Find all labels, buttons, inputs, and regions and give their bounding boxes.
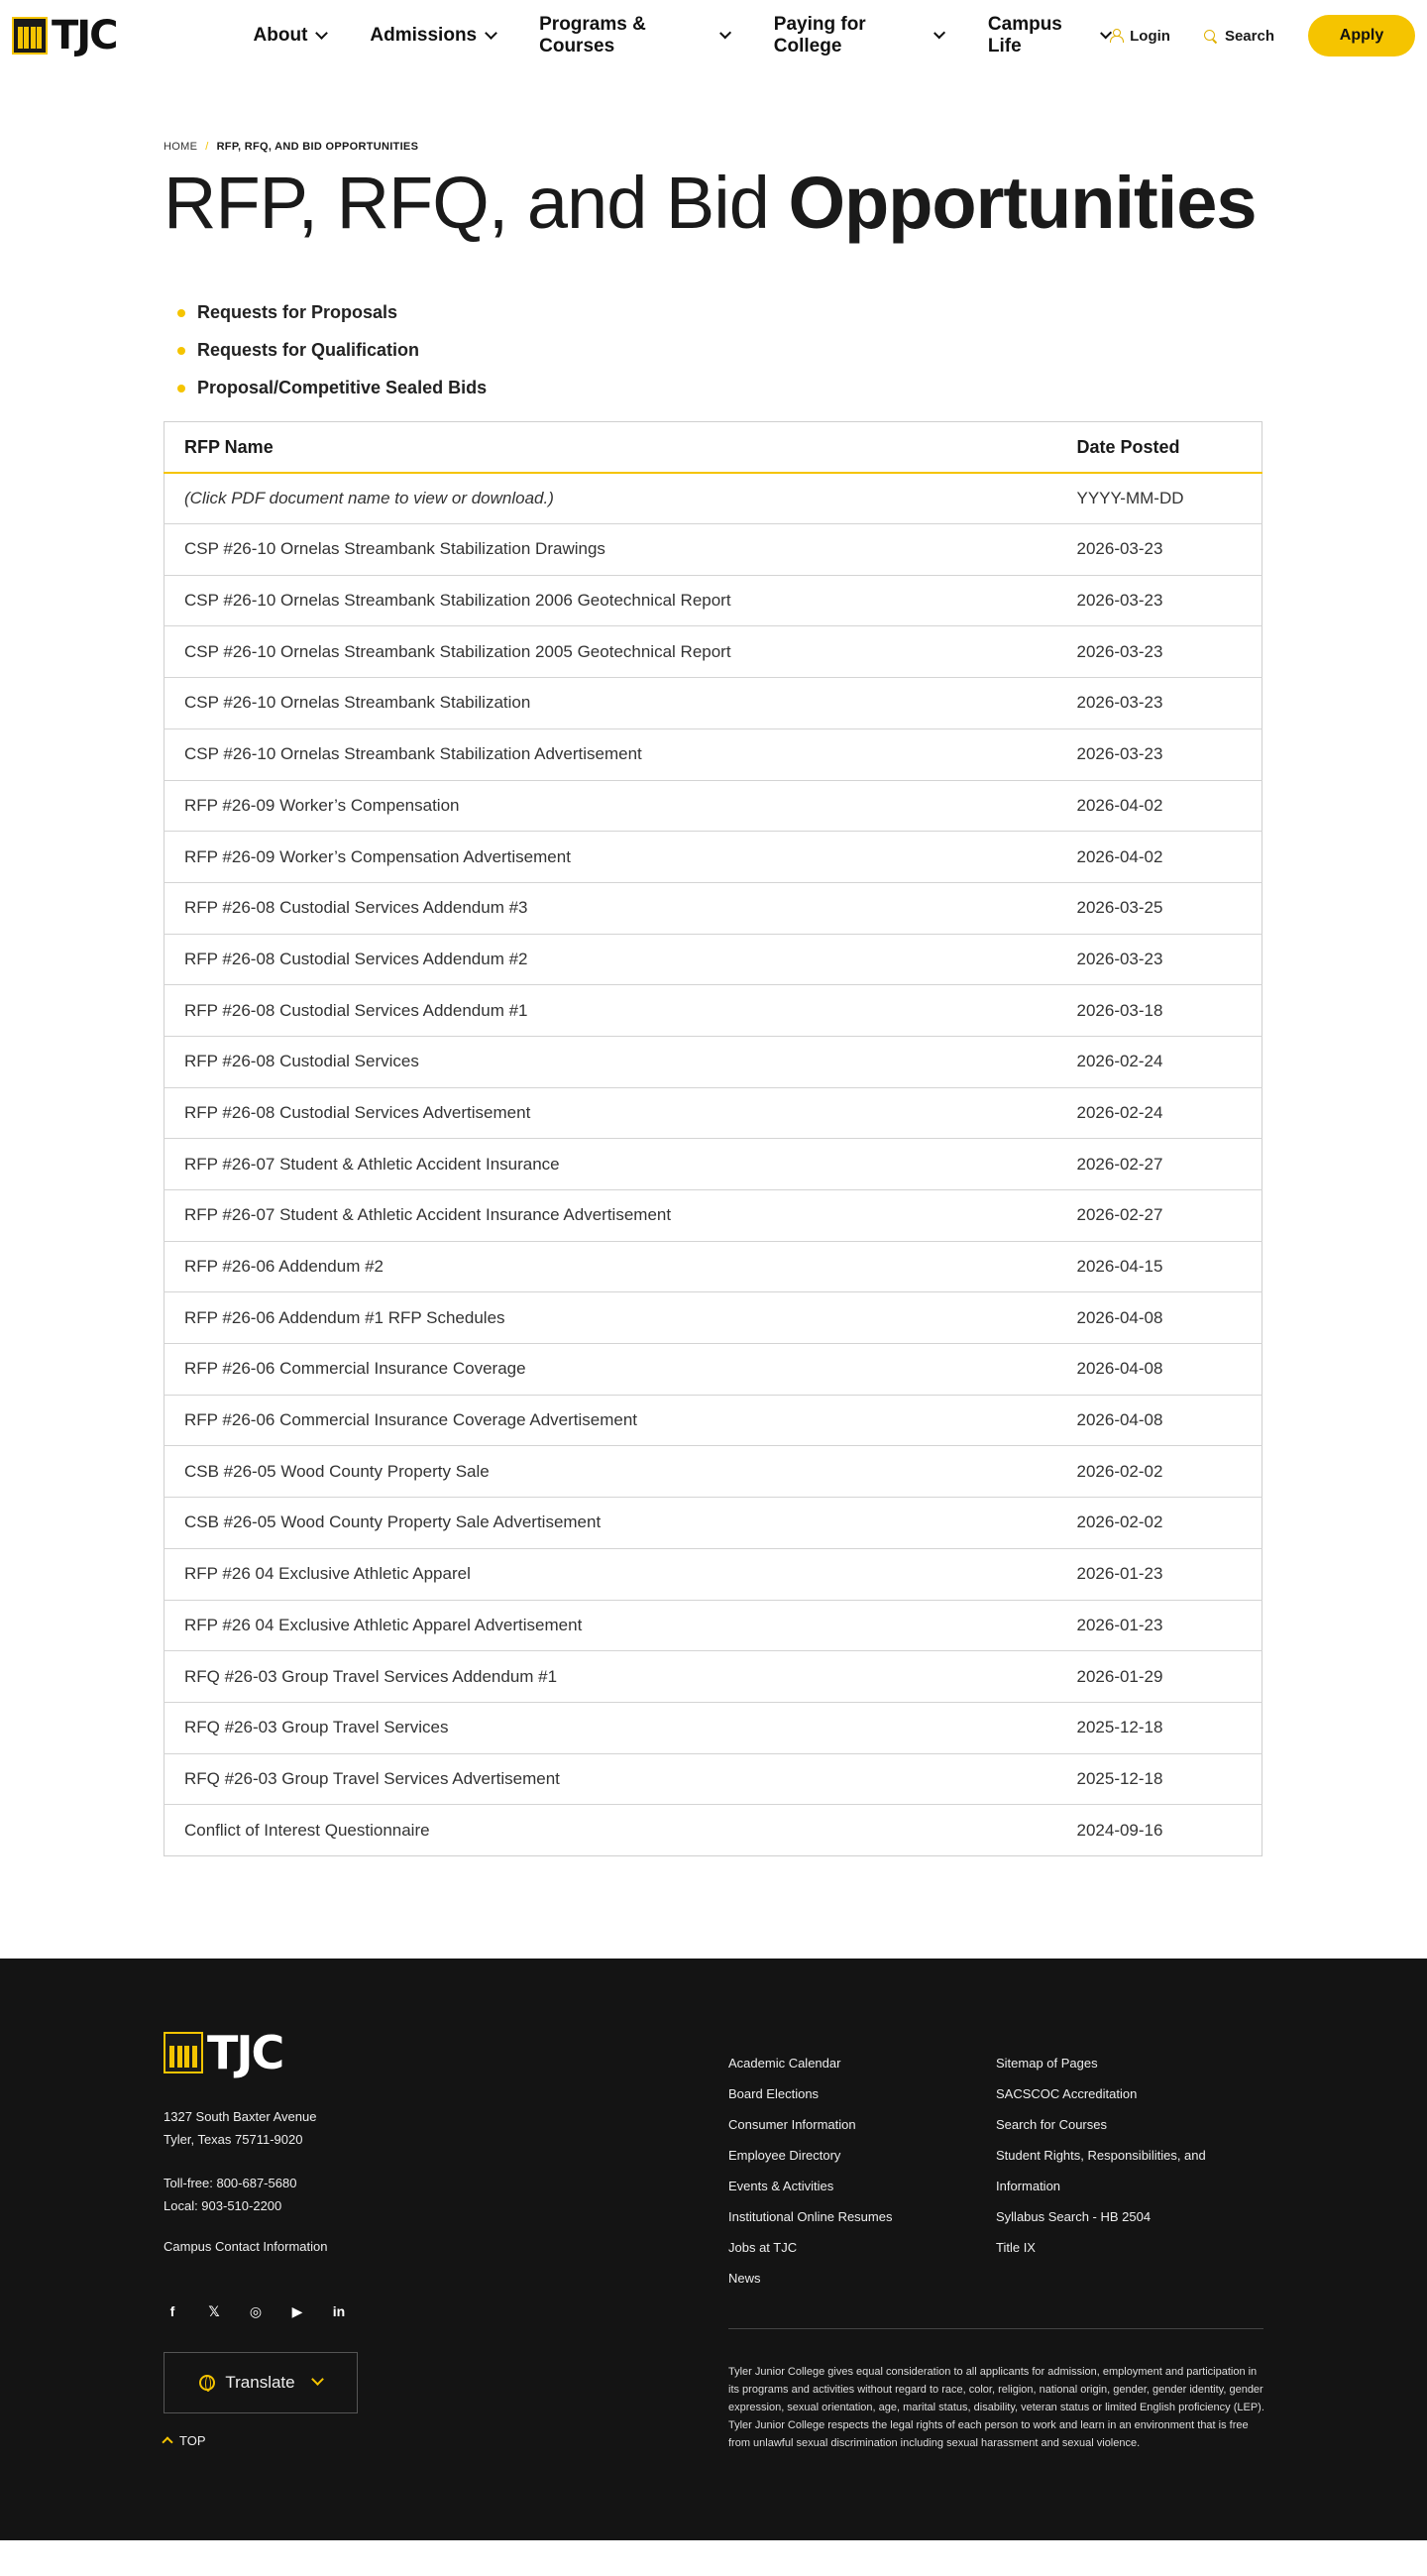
footer-link[interactable]: Consumer Information bbox=[728, 2116, 856, 2132]
rfp-name-cell bbox=[165, 524, 1057, 576]
footer-links-right bbox=[996, 2048, 1244, 2294]
rfp-document-link[interactable]: RFP #26 04 Exclusive Athletic Apparel bbox=[184, 1564, 471, 1584]
date-posted-cell: 2026-03-23 bbox=[1057, 678, 1262, 729]
nav-item-campus-life[interactable] bbox=[988, 14, 1110, 57]
instagram-icon[interactable]: ◎ bbox=[249, 2302, 263, 2319]
table-note-date: YYYY-MM-DD bbox=[1057, 473, 1262, 524]
column-header-date-posted: Date Posted bbox=[1057, 422, 1262, 473]
rfp-document-link[interactable]: RFP #26-06 Addendum #1 RFP Schedules bbox=[184, 1307, 505, 1327]
date-posted-cell: 2026-04-02 bbox=[1057, 780, 1262, 832]
footer-link[interactable]: News bbox=[728, 2270, 761, 2286]
table-row bbox=[165, 1292, 1262, 1344]
list-item[interactable] bbox=[177, 302, 1427, 323]
nav-item-admissions[interactable] bbox=[370, 14, 495, 57]
rfp-name-cell bbox=[165, 1651, 1057, 1703]
rfp-document-link[interactable]: RFP #26-08 Custodial Services Addendum #1 bbox=[184, 1000, 528, 1020]
translate-dropdown[interactable] bbox=[164, 2352, 358, 2413]
campus-contact-link[interactable]: Campus Contact Information bbox=[164, 2238, 328, 2254]
date-posted-cell: 2026-01-29 bbox=[1057, 1651, 1262, 1703]
rfp-document-link[interactable]: RFP #26-09 Worker’s Compensation bbox=[184, 795, 460, 815]
footer-link[interactable]: Student Rights, Responsibilities, and Information bbox=[996, 2147, 1206, 2193]
linkedin-icon[interactable]: in bbox=[332, 2303, 346, 2320]
top-label: TOP bbox=[179, 2432, 206, 2448]
footer-phones bbox=[164, 2172, 461, 2217]
list-item[interactable] bbox=[177, 340, 1427, 361]
rfp-name-cell bbox=[165, 1139, 1057, 1190]
table-row bbox=[165, 626, 1262, 678]
opportunity-types-list bbox=[164, 302, 1427, 398]
rfp-document-link[interactable]: RFP #26-06 Addendum #2 bbox=[184, 1257, 384, 1277]
main-content bbox=[0, 71, 1427, 1856]
date-posted-cell: 2024-09-16 bbox=[1057, 1805, 1262, 1856]
footer-link[interactable]: Events & Activities bbox=[728, 2178, 834, 2193]
rfp-document-link[interactable]: CSB #26-05 Wood County Property Sale Advertisement bbox=[184, 1512, 602, 1532]
rfp-table bbox=[164, 421, 1262, 1856]
back-to-top-link[interactable] bbox=[164, 2433, 461, 2448]
rfp-name-cell bbox=[165, 1344, 1057, 1396]
footer-left bbox=[164, 2025, 461, 2448]
rfp-name-cell bbox=[165, 1292, 1057, 1344]
page-title bbox=[164, 163, 1427, 243]
date-posted-cell: 2026-03-23 bbox=[1057, 934, 1262, 985]
nav-label: Programs & Courses bbox=[539, 14, 646, 56]
main-nav bbox=[254, 14, 1111, 57]
date-posted-cell: 2026-02-27 bbox=[1057, 1139, 1262, 1190]
rfp-document-link[interactable]: RFP #26-06 Commercial Insurance Coverage bbox=[184, 1359, 526, 1379]
chevron-down-icon bbox=[719, 27, 731, 39]
apply-button[interactable]: Apply bbox=[1308, 15, 1415, 56]
rfp-document-link[interactable]: RFP #26-08 Custodial Services bbox=[184, 1052, 419, 1071]
table-row-note bbox=[165, 473, 1262, 524]
table-row bbox=[165, 934, 1262, 985]
date-posted-cell: 2026-02-02 bbox=[1057, 1498, 1262, 1549]
table-row bbox=[165, 1805, 1262, 1856]
facebook-icon[interactable]: f bbox=[169, 2303, 175, 2320]
nav-item-paying[interactable] bbox=[774, 14, 944, 57]
rfp-document-link[interactable]: RFP #26-09 Worker’s Compensation Advertisement bbox=[184, 846, 571, 866]
footer-link[interactable]: Institutional Online Resumes bbox=[728, 2208, 893, 2224]
footer-link[interactable]: Employee Directory bbox=[728, 2147, 841, 2163]
date-posted-cell: 2026-01-23 bbox=[1057, 1548, 1262, 1600]
table-row bbox=[165, 1139, 1262, 1190]
tjc-logo[interactable] bbox=[12, 14, 155, 57]
globe-icon bbox=[199, 2375, 215, 2391]
rfp-document-link[interactable]: RFP #26-08 Custodial Services Addendum #3 bbox=[184, 898, 528, 918]
rfp-document-link[interactable]: CSP #26-10 Ornelas Streambank Stabilization bbox=[184, 693, 531, 713]
footer-link[interactable]: Academic Calendar bbox=[728, 2055, 841, 2071]
page-title-bold: Opportunities bbox=[788, 162, 1257, 244]
nav-label: About bbox=[253, 25, 308, 46]
chevron-down-icon bbox=[485, 27, 497, 40]
nav-label: Campus Life bbox=[987, 14, 1062, 56]
bullet-dot-icon bbox=[177, 385, 185, 392]
bullet-dot-icon bbox=[177, 309, 185, 317]
chevron-down-icon bbox=[311, 2374, 324, 2387]
nav-label: Paying for College bbox=[773, 14, 866, 56]
footer-logo[interactable] bbox=[164, 2025, 461, 2079]
footer-link[interactable]: Sitemap of Pages bbox=[996, 2055, 1098, 2071]
tjc-logo-mark-icon bbox=[164, 2032, 203, 2073]
nav-label: Admissions bbox=[370, 25, 478, 46]
login-label: Login bbox=[1130, 27, 1170, 45]
date-posted-cell: 2026-02-02 bbox=[1057, 1446, 1262, 1498]
rfp-document-link[interactable]: RFP #26 04 Exclusive Athletic Apparel Advertisement bbox=[184, 1615, 583, 1634]
table-row bbox=[165, 1753, 1262, 1805]
x-twitter-icon[interactable]: 𝕏 bbox=[208, 2302, 220, 2319]
rfp-name-cell bbox=[165, 1087, 1057, 1139]
page-title-light: RFP, RFQ, and Bid bbox=[164, 162, 789, 244]
nondiscrimination-statement: Tyler Junior College gives equal consideration to all applicants for admission, employment and participation in its programs and activities without regard to race, color, religion, national origin, gender, gender identity, gender expression, sexual orientation, age, marital status, disability, veteran status or limited English proficiency (LEP). Tyler Junior College respects the legal rights of each person to work and learn in an environment that is free from unlawful sexual discrimination including sexual harassment and sexual violence. bbox=[728, 2365, 1264, 2449]
rfp-document-link[interactable]: CSB #26-05 Wood County Property Sale bbox=[184, 1461, 490, 1481]
chevron-up-icon bbox=[162, 2437, 172, 2448]
date-posted-cell: 2026-04-15 bbox=[1057, 1241, 1262, 1292]
date-posted-cell: 2025-12-18 bbox=[1057, 1702, 1262, 1753]
table-row bbox=[165, 1702, 1262, 1753]
footer-link[interactable]: Jobs at TJC bbox=[728, 2239, 798, 2255]
search-label: Search bbox=[1224, 27, 1274, 45]
footer-logo-text: TJC bbox=[207, 2025, 283, 2079]
rfp-name-cell bbox=[165, 1548, 1057, 1600]
breadcrumb-separator: / bbox=[205, 141, 209, 153]
rfp-name-cell bbox=[165, 934, 1057, 985]
table-row bbox=[165, 882, 1262, 934]
list-item-label: Requests for Proposals bbox=[197, 302, 398, 323]
rfp-document-link[interactable]: RFP #26-08 Custodial Services Addendum #2 bbox=[184, 949, 528, 968]
table-row bbox=[165, 985, 1262, 1037]
footer-links bbox=[728, 2048, 1244, 2294]
rfp-document-link[interactable]: RFP #26-07 Student & Athletic Accident Insurance Advertisement bbox=[184, 1205, 672, 1225]
address-line-1: 1327 South Baxter Avenue bbox=[164, 2108, 317, 2124]
rfp-document-link[interactable]: RFQ #26-03 Group Travel Services Addendum #1 bbox=[184, 1666, 558, 1686]
date-posted-cell: 2026-03-23 bbox=[1057, 524, 1262, 576]
date-posted-cell: 2026-04-08 bbox=[1057, 1344, 1262, 1396]
chevron-down-icon bbox=[934, 27, 946, 39]
rfp-name-cell bbox=[165, 1241, 1057, 1292]
footer-link[interactable]: Search for Courses bbox=[996, 2116, 1107, 2132]
rfp-name-cell bbox=[165, 832, 1057, 883]
table-row bbox=[165, 1548, 1262, 1600]
rfp-name-cell bbox=[165, 575, 1057, 626]
table-row bbox=[165, 1241, 1262, 1292]
rfp-document-link[interactable]: CSP #26-10 Ornelas Streambank Stabilization Advertisement bbox=[184, 744, 642, 764]
table-row bbox=[165, 780, 1262, 832]
youtube-icon[interactable]: ▶ bbox=[291, 2302, 303, 2319]
column-header-rfp-name: RFP Name bbox=[165, 422, 1057, 473]
site-header bbox=[0, 0, 1427, 71]
translate-label: Translate bbox=[225, 2372, 295, 2392]
date-posted-cell: 2026-01-23 bbox=[1057, 1600, 1262, 1651]
footer-link[interactable]: Syllabus Search - HB 2504 bbox=[996, 2208, 1152, 2224]
date-posted-cell: 2026-02-24 bbox=[1057, 1036, 1262, 1087]
footer-link[interactable]: Board Elections bbox=[728, 2085, 820, 2101]
table-row bbox=[165, 832, 1262, 883]
rfp-document-link[interactable]: RFQ #26-03 Group Travel Services bbox=[184, 1718, 449, 1737]
logo-text: TJC bbox=[52, 13, 117, 58]
list-item-label: Proposal/Competitive Sealed Bids bbox=[197, 378, 488, 398]
table-row bbox=[165, 1446, 1262, 1498]
rfp-document-link[interactable]: RFP #26-06 Commercial Insurance Coverage Advertisement bbox=[184, 1410, 638, 1430]
date-posted-cell: 2025-12-18 bbox=[1057, 1753, 1262, 1805]
rfp-document-link[interactable]: CSP #26-10 Ornelas Streambank Stabilization 2006 Geotechnical Report bbox=[184, 591, 731, 611]
search-link[interactable] bbox=[1204, 28, 1274, 45]
date-posted-cell: 2026-04-08 bbox=[1057, 1292, 1262, 1344]
rfp-name-cell bbox=[165, 1395, 1057, 1446]
date-posted-cell: 2026-03-23 bbox=[1057, 626, 1262, 678]
table-header-row bbox=[165, 422, 1262, 473]
rfp-document-link[interactable]: CSP #26-10 Ornelas Streambank Stabilization Drawings bbox=[184, 539, 605, 559]
table-row bbox=[165, 1087, 1262, 1139]
rfp-name-cell bbox=[165, 1498, 1057, 1549]
list-item[interactable] bbox=[177, 378, 1427, 398]
date-posted-cell: 2026-03-23 bbox=[1057, 728, 1262, 780]
table-row bbox=[165, 1600, 1262, 1651]
user-icon bbox=[1110, 29, 1122, 43]
phone-tollfree[interactable]: Toll-free: 800-687-5680 bbox=[164, 2175, 297, 2190]
rfp-name-cell bbox=[165, 882, 1057, 934]
search-icon bbox=[1204, 30, 1217, 43]
bullet-dot-icon bbox=[177, 347, 185, 355]
breadcrumb-current: RFP, RFQ, AND BID OPPORTUNITIES bbox=[216, 141, 419, 153]
breadcrumb-home[interactable]: HOME bbox=[164, 141, 198, 153]
rfp-name-cell bbox=[165, 1036, 1057, 1087]
rfp-document-link[interactable]: CSP #26-10 Ornelas Streambank Stabilization 2005 Geotechnical Report bbox=[184, 641, 731, 661]
footer-link[interactable]: Title IX bbox=[996, 2239, 1036, 2255]
list-item-label: Requests for Qualification bbox=[197, 340, 420, 361]
date-posted-cell: 2026-02-27 bbox=[1057, 1190, 1262, 1242]
site-footer bbox=[0, 1959, 1427, 2540]
table-row bbox=[165, 1190, 1262, 1242]
rfp-name-cell bbox=[165, 728, 1057, 780]
rfp-name-cell bbox=[165, 1805, 1057, 1856]
rfp-document-link[interactable]: RFP #26-08 Custodial Services Advertisement bbox=[184, 1102, 531, 1122]
date-posted-cell: 2026-02-24 bbox=[1057, 1087, 1262, 1139]
rfp-name-cell bbox=[165, 780, 1057, 832]
date-posted-cell: 2026-03-23 bbox=[1057, 575, 1262, 626]
rfp-name-cell bbox=[165, 985, 1057, 1037]
rfp-name-cell bbox=[165, 1702, 1057, 1753]
address-line-2: Tyler, Texas 75711-9020 bbox=[164, 2131, 303, 2147]
table-row bbox=[165, 1395, 1262, 1446]
footer-address bbox=[164, 2105, 461, 2151]
rfp-name-cell bbox=[165, 626, 1057, 678]
table-row bbox=[165, 1498, 1262, 1549]
table-row bbox=[165, 728, 1262, 780]
date-posted-cell: 2026-04-08 bbox=[1057, 1395, 1262, 1446]
rfp-name-cell bbox=[165, 1753, 1057, 1805]
date-posted-cell: 2026-04-02 bbox=[1057, 832, 1262, 883]
login-link[interactable] bbox=[1110, 28, 1170, 45]
footer-divider bbox=[728, 2328, 1263, 2329]
table-row bbox=[165, 678, 1262, 729]
rfp-document-link[interactable]: RFP #26-07 Student & Athletic Accident Insurance bbox=[184, 1154, 560, 1174]
table-row bbox=[165, 1344, 1262, 1396]
table-row bbox=[165, 524, 1262, 576]
rfp-name-cell bbox=[165, 1190, 1057, 1242]
footer-links-left bbox=[728, 2048, 996, 2294]
utility-nav bbox=[1110, 15, 1415, 56]
rfp-name-cell bbox=[165, 1446, 1057, 1498]
phone-local[interactable]: Local: 903-510-2200 bbox=[164, 2197, 282, 2213]
footer-link[interactable]: SACSCOC Accreditation bbox=[996, 2085, 1138, 2101]
rfp-name-cell bbox=[165, 678, 1057, 729]
breadcrumb bbox=[164, 141, 1427, 153]
table-row bbox=[165, 575, 1262, 626]
date-posted-cell: 2026-03-25 bbox=[1057, 882, 1262, 934]
table-note: (Click PDF document name to view or download.) bbox=[165, 473, 1057, 524]
rfp-name-cell bbox=[165, 1600, 1057, 1651]
date-posted-cell: 2026-03-18 bbox=[1057, 985, 1262, 1037]
rfp-document-link[interactable]: Conflict of Interest Questionnaire bbox=[184, 1820, 430, 1840]
table-row bbox=[165, 1036, 1262, 1087]
nav-item-programs[interactable] bbox=[539, 14, 730, 57]
tjc-logo-mark-icon bbox=[12, 17, 48, 55]
social-links bbox=[164, 2303, 461, 2320]
chevron-down-icon bbox=[316, 27, 329, 40]
rfp-document-link[interactable]: RFQ #26-03 Group Travel Services Advertisement bbox=[184, 1768, 560, 1788]
nav-item-about[interactable] bbox=[254, 14, 327, 57]
table-row bbox=[165, 1651, 1262, 1703]
